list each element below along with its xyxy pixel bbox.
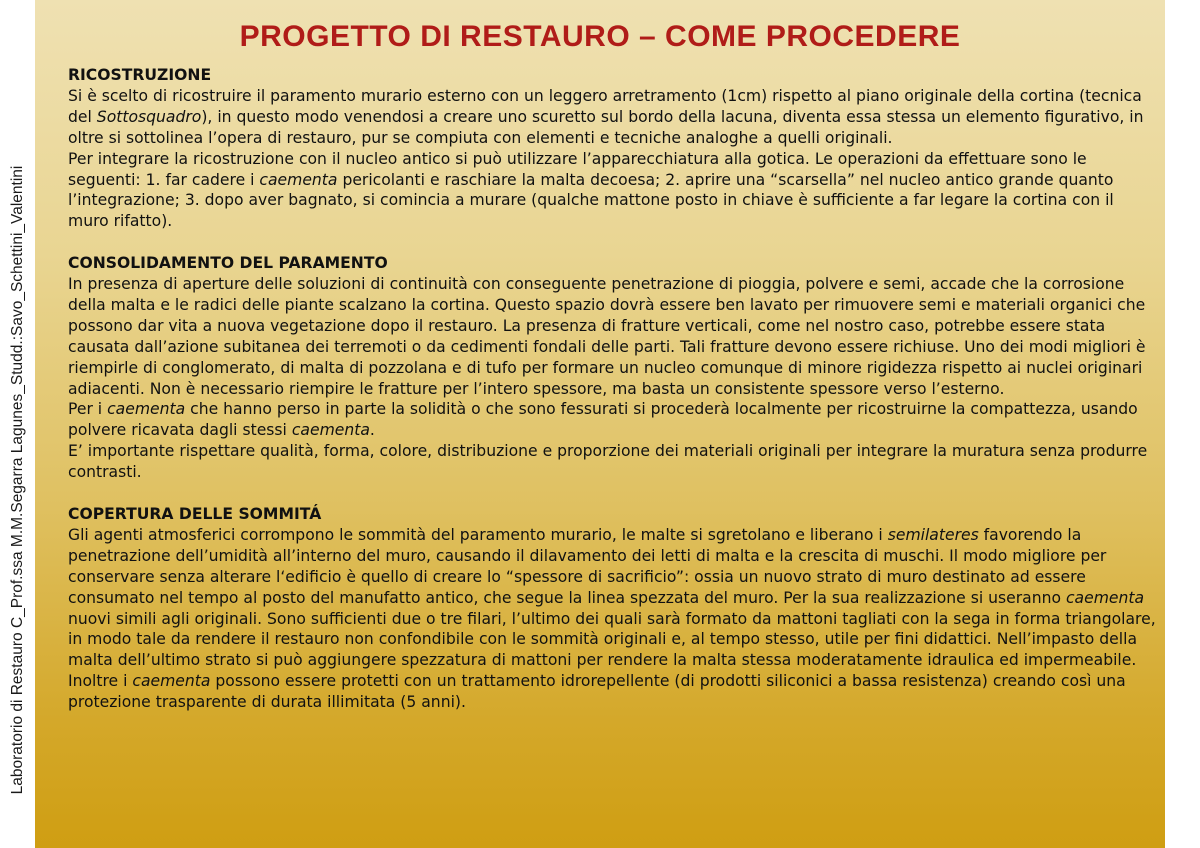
text-run: E’ importante rispettare qualità, forma, colore, distribuzione e proporzione dei materiali originali per integrare la muratura senza produrre contrasti. <box>68 442 1148 482</box>
text-run: In presenza di aperture delle soluzioni di continuità con conseguente penetrazione di pioggia, polvere e semi, accade che la corrosione della malta e le radici delle piante scalzano la cortina. Questo spazio dovrà essere ben lavato per rimuovere semi e materiali organici che possono dar vita a nuova vegetazione dopo il restauro. La presenza di fratture verticali, come nel nostro caso, potrebbe essere stata causata dall’azione subitanea dei terremoti o da cedimenti fondali delle parti. Tali fratture devono essere richiuse. Uno dei modi migliori è riempirle di conglomerato, di malta di pozzolana e di tufo per formare un nucleo comunque di minore rigidezza rispetto ai nuclei originari adiacenti. Non è necessario riempire le fratture per l’intero spessore, ma basta un consistente spessore verso l’esterno. <box>68 275 1146 398</box>
section-paragraph <box>68 274 1158 399</box>
section-paragraph <box>68 399 1158 441</box>
right-margin <box>1165 0 1200 848</box>
page-title: PROGETTO DI RESTAURO – COME PROCEDERE <box>239 20 961 53</box>
text-run: possono essere protetti con un trattamento idrorepellente (di prodotti siliconici a bassa resistenza) creando così una protezione trasparente di durata illimitata (5 anni). <box>68 672 1126 712</box>
section-paragraph <box>68 149 1158 233</box>
italic-term: caementa <box>1065 588 1145 607</box>
section-copertura <box>68 504 1158 713</box>
italic-term: caementa <box>259 170 338 189</box>
side-credit-label: Laboratorio di Restauro C_Prof.ssa M.M.Segarra Lagunes_Studd.:Savo_Schettini_Valentini <box>9 165 26 795</box>
text-run: favorendo la penetrazione dell’umidità all’interno del muro, causando il dilavamento dei letti di malta e la crescita di muschi. Il modo migliore per conservare senza alterare l‘edificio è quello di creare lo “spessore di sacrificio”: ossia un nuovo strato di muro destinato ad essere consumato nel tempo al posto del manufatto antico, che segue la linea spezzata del muro. Per la sua realizzazione si useranno <box>68 525 1107 607</box>
text-run: pericolanti e raschiare la malta decoesa; 2. aprire una “scarsella” nel nucleo antico grande quanto l’integrazione; 3. dopo aver bagnato, si comincia a murare (qualche mattone posto in chiave è sufficiente a far legare la cortina con il muro rifatto). <box>68 170 1114 231</box>
text-run: Si è scelto di ricostruire il paramento murario esterno con un leggero arretramento (1cm) rispetto al piano originale della cortina (tecnica del <box>68 86 1142 126</box>
section-paragraph <box>68 441 1158 483</box>
italic-term: semilateres <box>887 525 979 544</box>
section-heading: COPERTURA DELLE SOMMITÁ <box>68 505 322 523</box>
italic-term: caementa <box>132 672 211 691</box>
section-heading: CONSOLIDAMENTO DEL PARAMENTO <box>68 254 388 273</box>
text-run: che hanno perso in parte la solidità o che sono fessurati si procederà localmente per ricostruirne la compattezza, usando polvere ricavata dagli stessi <box>68 400 1138 440</box>
text-run: Gli agenti atmosferici corrompono le sommità del paramento murario, le malte si sgretolano e liberano i <box>68 525 888 544</box>
section-ricostruzione <box>68 65 1158 232</box>
section-consolidamento <box>68 253 1158 483</box>
section-paragraph <box>68 86 1158 149</box>
italic-term: caementa <box>291 421 370 440</box>
slide-body <box>68 65 1158 734</box>
section-paragraph <box>68 525 1158 713</box>
italic-term: Sottosquadro <box>96 107 202 126</box>
text-run: ), in questo modo venendosi a creare uno scuretto sul bordo della lacuna, diventa essa stessa un elemento figurativo, in oltre si sottolinea l’opera di restauro, pur se compiuta con elementi e tecniche analoghe a quelli originali. <box>68 107 1144 147</box>
text-run: Per i <box>68 400 108 419</box>
text-run: Per integrare la ricostruzione con il nucleo antico si può utilizzare l’apparecchiatura alla gotica. Le operazioni da effettuare sono le seguenti: 1. far cadere i <box>68 149 1087 189</box>
text-run: . <box>369 421 375 440</box>
text-run: nuovi simili agli originali. Sono sufficienti due o tre filari, l’ultimo dei quali sarà formato da mattoni tagliati con la sega in forma triangolare, in modo tale da rendere il restauro non confondibile con le sommità originali e, al tempo stesso, utile per fini didattici. Nell’impasto della malta dell’ultimo strato si può aggiungere spezzatura di mattoni per rendere la malta stessa moderatamente idraulica ed impermeabile. Inoltre i <box>68 609 1156 691</box>
section-heading: RICOSTRUZIONE <box>68 66 212 84</box>
slide <box>35 0 1165 848</box>
side-margin <box>0 0 35 848</box>
italic-term: caementa <box>107 400 186 419</box>
